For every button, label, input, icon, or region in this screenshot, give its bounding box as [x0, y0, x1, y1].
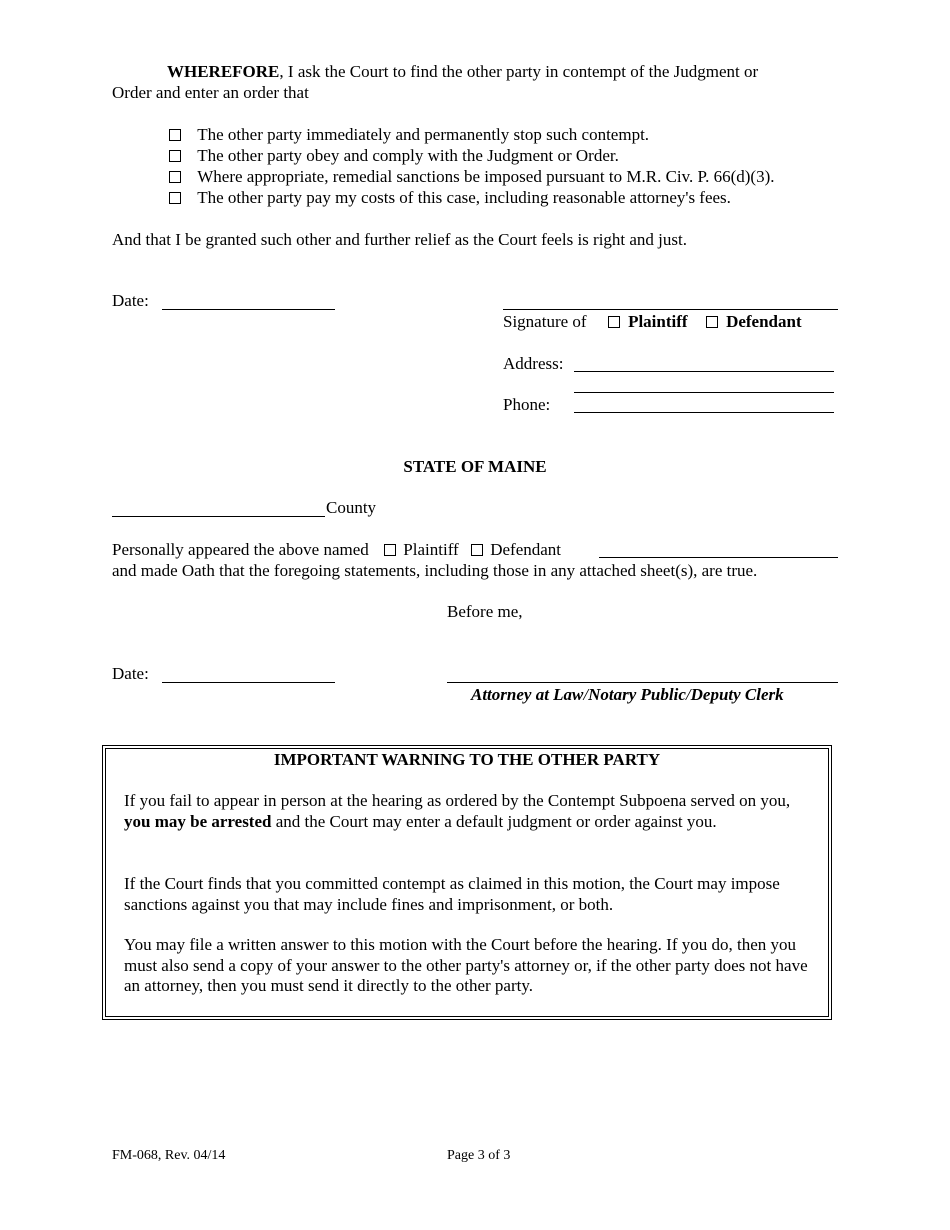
phone-field[interactable]: [574, 412, 834, 413]
county-label: County: [326, 498, 377, 517]
warning-paragraph-3: You may file a written answer to this motion with the Court before the hearing. If you do, then you must also send a copy of your answer to the other party's attorney or, if the other party does not have an attorney, then you must send it directly to the other party.: [124, 935, 808, 995]
before-me-text: Before me,: [447, 602, 523, 621]
address-label: Address:: [503, 354, 564, 373]
oath-plaintiff-label: Plaintiff: [403, 540, 459, 559]
warning-paragraph-1: [124, 791, 814, 832]
oath-defendant-checkbox[interactable]: [471, 544, 483, 556]
warning-p1-text: If you fail to appear in person at the hearing as ordered by the Contempt Subpoena served on you,: [124, 791, 791, 810]
title-separator: /: [583, 685, 589, 704]
phone-label: Phone:: [503, 395, 551, 414]
signature-of-row: [503, 312, 802, 332]
intro-line-1: [167, 62, 758, 82]
address-field-1[interactable]: [574, 371, 834, 372]
appeared-text: Personally appeared the above named: [112, 540, 369, 559]
date-field[interactable]: [162, 309, 335, 310]
state-heading-text: STATE OF MAINE: [403, 457, 547, 476]
oath-plaintiff-checkbox[interactable]: [384, 544, 396, 556]
intro-line-2: Order and enter an order that: [112, 83, 309, 102]
signature-line[interactable]: [503, 309, 838, 310]
official-signature-line[interactable]: [447, 682, 838, 683]
option-checkbox[interactable]: [169, 150, 181, 162]
option-label: Where appropriate, remedial sanctions be imposed pursuant to M.R. Civ. P. 66(d)(3).: [197, 167, 775, 186]
page-number: Page 3 of 3: [447, 1148, 511, 1163]
option-stop-contempt[interactable]: [169, 125, 649, 145]
clerk-title: Deputy Clerk: [690, 685, 784, 704]
signature-plaintiff-checkbox[interactable]: [608, 316, 620, 328]
signature-defendant-checkbox[interactable]: [706, 316, 718, 328]
warning-paragraph-2: If the Court finds that you committed contempt as claimed in this motion, the Court may impose sanctions against you that may include fines and imprisonment, or both.: [124, 874, 780, 914]
intro-line-1-text: , I ask the Court to find the other party in contempt of the Judgment or: [279, 62, 759, 81]
appeared-row: [112, 540, 561, 560]
option-obey-judgment[interactable]: [169, 146, 619, 166]
notary-title: Notary Public: [588, 685, 686, 704]
oath-defendant-label: Defendant: [490, 540, 562, 559]
option-pay-costs[interactable]: [169, 188, 731, 208]
date-label: Date:: [112, 291, 149, 310]
option-checkbox[interactable]: [169, 129, 181, 141]
option-label: The other party obey and comply with the Judgment or Order.: [197, 146, 619, 165]
oath-statement: and made Oath that the foregoing statements, including those in any attached sheet(s), are true.: [112, 561, 758, 580]
oath-date-field[interactable]: [162, 682, 335, 683]
option-remedial-sanctions[interactable]: [169, 167, 775, 187]
county-field[interactable]: [112, 516, 325, 517]
option-label: The other party immediately and permanently stop such contempt.: [197, 125, 650, 144]
warning-box: [102, 745, 832, 1020]
signature-plaintiff-label: Plaintiff: [628, 312, 688, 331]
warning-title: IMPORTANT WARNING TO THE OTHER PARTY: [273, 750, 661, 769]
oath-date-label: Date:: [112, 664, 149, 683]
attorney-title: Attorney at Law: [471, 685, 584, 704]
wherefore-word: WHEREFORE: [167, 62, 280, 81]
official-title: [471, 685, 784, 705]
option-checkbox[interactable]: [169, 192, 181, 204]
form-id: FM-068, Rev. 04/14: [112, 1148, 226, 1163]
appeared-name-field[interactable]: [599, 557, 838, 558]
state-heading: [0, 457, 950, 477]
further-relief-text: And that I be granted such other and further relief as the Court feels is right and just.: [112, 230, 687, 249]
address-field-2[interactable]: [574, 392, 834, 393]
title-separator: /: [685, 685, 691, 704]
signature-defendant-label: Defendant: [726, 312, 802, 331]
option-label: The other party pay my costs of this case, including reasonable attorney's fees.: [197, 188, 731, 207]
signature-of-label: Signature of: [503, 312, 587, 331]
option-checkbox[interactable]: [169, 171, 181, 183]
warning-p1-end: and the Court may enter a default judgment or order against you.: [271, 811, 717, 831]
warning-arrest-text: you may be arrested: [124, 811, 272, 831]
